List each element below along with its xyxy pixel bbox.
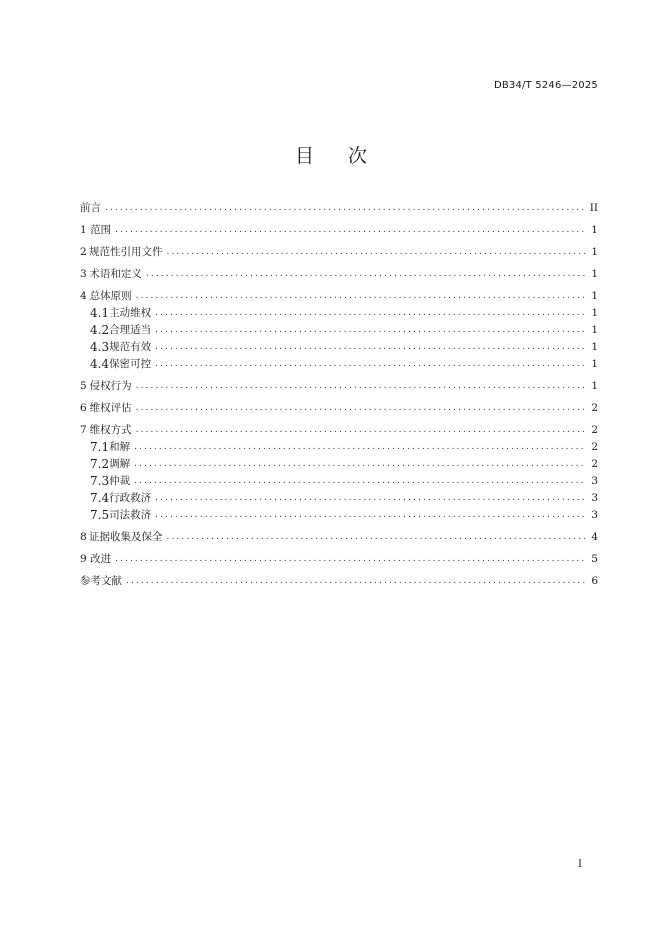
toc-dot-leader [115, 222, 586, 239]
toc-entry-number: 5 [80, 380, 87, 392]
toc-entry-label: 保密可控 [109, 358, 152, 370]
toc-entry-label: 和解 [109, 441, 131, 453]
toc-dot-leader [155, 507, 586, 524]
toc-entry-label: 主动维权 [109, 307, 152, 319]
toc-dot-leader [105, 200, 586, 217]
toc-entry-label: 司法救济 [109, 509, 152, 521]
toc-entry-number: 4.4 [90, 357, 110, 371]
toc-entry-number: 2 [80, 246, 87, 258]
toc-entry-label: 总体原则 [89, 290, 132, 302]
toc-entry-label: 证据收集及保全 [88, 531, 163, 543]
toc-entry-label: 改进 [90, 553, 112, 565]
toc-entry-number: 7.3 [90, 474, 110, 488]
toc-entry-number: 6 [80, 402, 87, 414]
toc-entry-number: 9 [80, 553, 87, 565]
toc-entry-page: 2 [591, 402, 598, 414]
toc-entry-label: 仲裁 [109, 475, 131, 487]
toc-entry[interactable] [80, 200, 598, 217]
toc-entry[interactable] [80, 456, 598, 473]
toc-dot-leader [134, 473, 586, 490]
toc-entry[interactable] [80, 378, 598, 395]
toc-entry[interactable] [80, 222, 598, 239]
toc-entry-number: 7.5 [90, 508, 110, 522]
toc-dot-leader [155, 339, 586, 356]
toc-entry-number: 8 [80, 531, 87, 543]
toc-dot-leader [155, 322, 586, 339]
toc-entry-page: 1 [591, 380, 598, 392]
toc-entry-page: 2 [591, 424, 598, 436]
toc-entry[interactable] [80, 473, 598, 490]
toc-entry-page: 1 [591, 290, 598, 302]
toc-entry-page: 4 [591, 531, 598, 543]
toc-entry-page: 6 [591, 575, 598, 587]
toc-entry-number: 4.2 [90, 323, 110, 337]
toc-entry-number: 7.1 [90, 440, 110, 454]
toc-entry-label: 术语和定义 [89, 268, 142, 280]
toc-dot-leader [115, 551, 586, 568]
toc-dot-leader [136, 288, 586, 305]
toc-entry[interactable] [80, 322, 598, 339]
toc-entry[interactable] [80, 305, 598, 322]
toc-entry[interactable] [80, 356, 598, 373]
toc-entry-page: 3 [591, 509, 598, 521]
toc-dot-leader [146, 266, 586, 283]
toc-entry-page: 1 [591, 307, 598, 319]
toc-dot-leader [136, 422, 586, 439]
toc-entry-page: 5 [591, 553, 598, 565]
toc-entry-label: 维权评估 [89, 402, 132, 414]
toc-dot-leader [134, 456, 586, 473]
toc-entry-number: 4 [80, 290, 87, 302]
toc-dot-leader [136, 378, 586, 395]
toc-dot-leader [155, 305, 586, 322]
toc-entry-label: 维权方式 [89, 424, 132, 436]
toc-entry-number: 1 [80, 224, 87, 236]
toc-dot-leader [155, 490, 586, 507]
toc-entry-page: II [589, 202, 598, 214]
toc-entry-label: 规范有效 [109, 341, 152, 353]
toc-dot-leader [155, 356, 586, 373]
toc-entry-label: 前言 [80, 202, 101, 214]
toc-entry-label: 调解 [109, 458, 131, 470]
document-code: DB34/T 5246—2025 [493, 80, 598, 91]
toc-entry-number: 7.4 [90, 491, 110, 505]
toc-entry[interactable] [80, 422, 598, 439]
toc-entry-page: 2 [591, 458, 598, 470]
toc-entry-label: 合理适当 [109, 324, 152, 336]
toc-entry-number: 3 [80, 268, 87, 280]
toc-entry-label: 参考文献 [80, 575, 122, 587]
toc-entry[interactable] [80, 573, 598, 590]
toc-dot-leader [136, 400, 586, 417]
toc-entry-label: 范围 [90, 224, 112, 236]
toc-entry-page: 1 [591, 246, 598, 258]
toc-entry-page: 3 [591, 475, 598, 487]
toc-entry-number: 7 [80, 424, 87, 436]
toc-entry[interactable] [80, 490, 598, 507]
toc-entry-number: 4.3 [90, 340, 110, 354]
toc-entry[interactable] [80, 551, 598, 568]
toc-dot-leader [166, 529, 586, 546]
toc-title [0, 141, 662, 168]
toc-entry-page: 2 [591, 441, 598, 453]
toc-dot-leader [134, 439, 586, 456]
toc-entry[interactable] [80, 266, 598, 283]
toc-entry-number: 4.1 [90, 306, 110, 320]
toc-entry-page: 1 [591, 324, 598, 336]
toc-entry[interactable] [80, 529, 598, 546]
page-number: I [578, 859, 582, 870]
toc-entry-label: 侵权行为 [89, 380, 132, 392]
toc-entry[interactable] [80, 288, 598, 305]
toc-entry-label: 规范性引用文件 [88, 246, 163, 258]
toc-dot-leader [166, 244, 586, 261]
toc-list [80, 200, 598, 590]
toc-entry-page: 1 [591, 358, 598, 370]
toc-entry-page: 1 [591, 341, 598, 353]
toc-entry-page: 1 [591, 224, 598, 236]
toc-entry[interactable] [80, 339, 598, 356]
toc-entry[interactable] [80, 439, 598, 456]
toc-entry[interactable] [80, 244, 598, 261]
toc-title-char-2: 次 [348, 145, 368, 167]
toc-entry-page: 3 [591, 492, 598, 504]
toc-dot-leader [126, 573, 586, 590]
toc-title-char-1: 目 [294, 145, 314, 167]
toc-entry-number: 7.2 [90, 457, 110, 471]
toc-entry[interactable] [80, 507, 598, 524]
toc-entry[interactable] [80, 400, 598, 417]
toc-entry-page: 1 [591, 268, 598, 280]
toc-entry-label: 行政救济 [109, 492, 152, 504]
